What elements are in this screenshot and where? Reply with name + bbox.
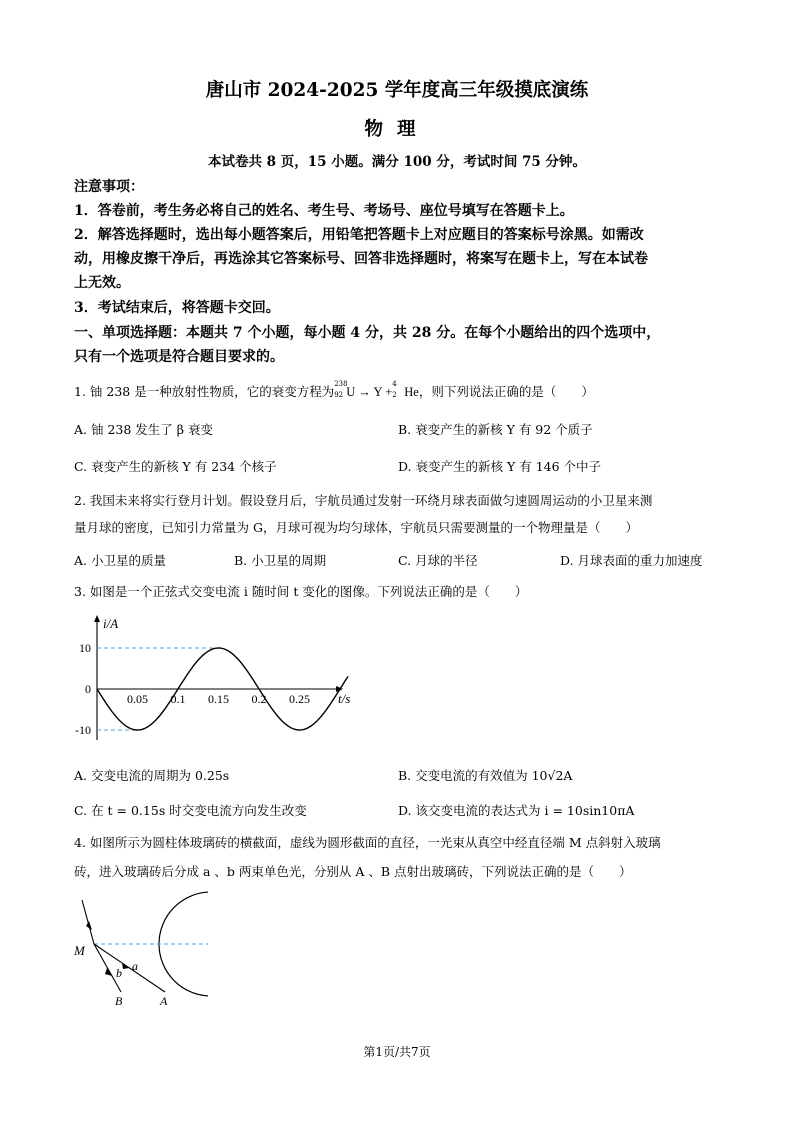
y-tick-label-1: 0 xyxy=(85,682,91,696)
q3-option-c: C. 在 t = 0.15s 时交变电流方向发生改变 xyxy=(74,803,307,818)
q2-stem-line1: 2. 我国未来将实行登月计划。假设登月后，宇航员通过发射一环绕月球表面做匀速圆周运动的小卫星来测 xyxy=(74,493,653,508)
q1-stem xyxy=(74,382,594,400)
label-M: M xyxy=(74,943,85,958)
chart-axes xyxy=(94,615,343,740)
section-heading-cont: 只有一个选项是符合题目要求的。 xyxy=(74,349,284,365)
x-tick-label-4: 0.25 xyxy=(289,692,310,706)
q4-stem-line2: 砖，进入玻璃砖后分成 a 、b 两束单色光，分别从 A 、B 点射出玻璃砖，下列说法正确的是（ ） xyxy=(74,864,632,879)
y-tick-label-0: 10 xyxy=(79,641,91,655)
paper-title: 唐山市 2024-2025 学年度高三年级摸底演练 xyxy=(205,80,589,101)
exam-info: 本试卷共 8 页，15 小题。满分 100 分，考试时间 75 分钟。 xyxy=(207,154,587,170)
y-tick-label-2: -10 xyxy=(75,723,91,737)
note-2-end: 上无效。 xyxy=(74,275,130,291)
q4-stem-line1: 4. 如图所示为圆柱体玻璃砖的横截面，虚线为圆形截面的直径，一光束从真空中经直径端 M 点斜射入玻璃 xyxy=(74,835,661,850)
he-atomic-number: 2 xyxy=(392,391,397,399)
he-nuclide-indices xyxy=(392,380,404,400)
q3-option-d: D. 该交变电流的表达式为 i = 10sin10πA xyxy=(398,803,635,818)
chart-tick-labels xyxy=(75,616,350,737)
incident-ray xyxy=(82,900,94,944)
x-tick-label-0: 0.05 xyxy=(127,692,148,706)
q3-option-b: B. 交变电流的有效值为 10√2A xyxy=(398,768,573,783)
q3-option-a: A. 交变电流的周期为 0.25s xyxy=(74,768,230,783)
note-2-cont: 动，用橡皮擦干净后，再选涂其它答案标号、回答非选择题时，将案写在题卡上，写在本试卷 xyxy=(74,251,648,267)
q2-stem-line2: 量月球的密度，已知引力常量为 G，月球可视为均匀球体，宇航员只需要测量的一个物理量是（ ） xyxy=(74,520,638,535)
ac-current-chart xyxy=(70,612,360,748)
note-3: 3．考试结束后，将答题卡交回。 xyxy=(74,300,280,316)
page-footer: 第1页/共7页 xyxy=(363,1045,431,1059)
u-nuclide-indices xyxy=(334,380,348,400)
label-b: b xyxy=(116,966,122,980)
label-B: B xyxy=(115,994,123,1008)
u-atomic-number: 92 xyxy=(334,391,344,399)
he-mass-number: 4 xyxy=(392,380,397,388)
x-tick-label-1: 0.1 xyxy=(170,692,186,706)
q1-option-a: A. 铀 238 发生了 β 衰变 xyxy=(74,422,213,437)
note-1: 1．答卷前，考生务必将自己的姓名、考生号、考场号、座位号填写在答题卡上。 xyxy=(74,203,574,219)
section-heading: 一、单项选择题：本题共 7 个小题，每小题 4 分，共 28 分。在每个小题给出的四个选项中， xyxy=(74,325,661,341)
q2-option-d: D. 月球表面的重力加速度 xyxy=(560,553,703,568)
q1-equation: U → Y + xyxy=(346,385,393,399)
subject-title: 物理 xyxy=(364,119,430,140)
q2-option-b: B. 小卫星的周期 xyxy=(234,553,327,568)
notes-heading: 注意事项： xyxy=(74,179,144,195)
ray-a-arrowhead xyxy=(122,963,130,969)
q1-stem-a: 1. 铀 238 是一种放射性物质，它的衰变方程为 xyxy=(74,384,335,399)
q1-option-b: B. 衰变产生的新核 Y 有 92 个质子 xyxy=(398,422,593,437)
q3-stem: 3. 如图是一个正弦式交变电流 i 随时间 t 变化的图像。下列说法正确的是（ ） xyxy=(74,584,528,599)
q2-option-c: C. 月球的半径 xyxy=(398,553,478,568)
q1-stem-b: ，则下列说法正确的是（ ） xyxy=(418,384,594,399)
q2-option-a: A. 小卫星的质量 xyxy=(74,553,166,568)
y-axis-label: i/A xyxy=(103,616,119,631)
q1-option-c: C. 衰变产生的新核 Y 有 234 个核子 xyxy=(74,459,277,474)
label-a: a xyxy=(132,959,138,973)
x-tick-label-3: 0.2 xyxy=(251,692,267,706)
x-tick-label-2: 0.15 xyxy=(208,692,229,706)
u-mass-number: 238 xyxy=(334,380,348,388)
x-axis-label: t/s xyxy=(338,691,351,706)
q1-helium: He xyxy=(404,385,419,399)
y-axis-arrow xyxy=(94,615,100,622)
q1-option-d: D. 衰变产生的新核 Y 有 146 个中子 xyxy=(398,459,602,474)
label-A: A xyxy=(160,994,168,1008)
note-2: 2．解答选择题时，选出每小题答案后，用铅笔把答题卡上对应题目的答案标号涂黑。如需改 xyxy=(74,227,644,243)
glass-cylinder-diagram xyxy=(68,888,208,1014)
incident-arrowhead xyxy=(86,921,92,930)
